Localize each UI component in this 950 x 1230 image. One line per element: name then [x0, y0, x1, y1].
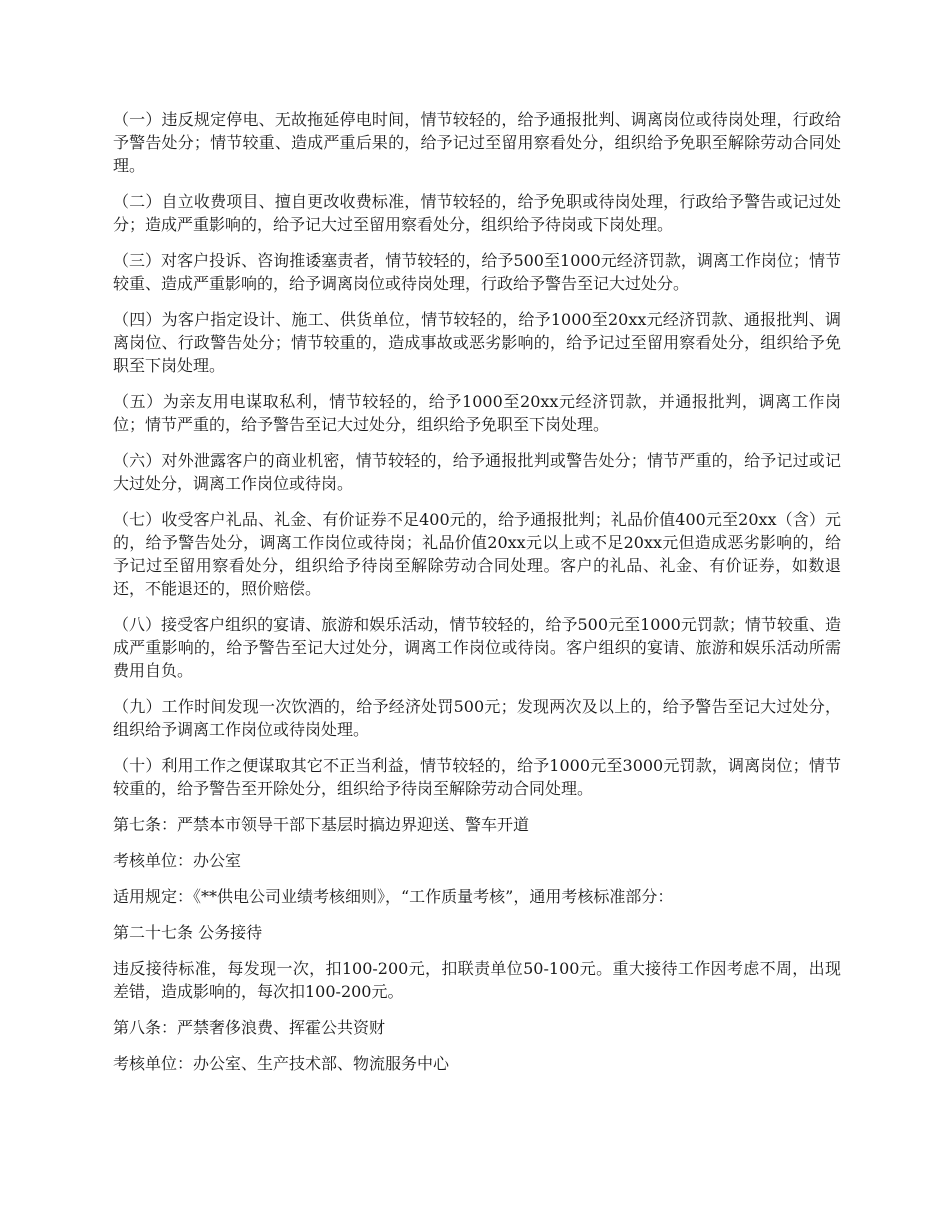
- paragraph-article-3: （三）对客户投诉、咨询推诿塞责者，情节较轻的，给予500至1000元经济罚款，调离工作岗位；情节较重、造成严重影响的，给予调离岗位或待岗处理，行政给予警告至记大过处分。: [113, 251, 841, 293]
- paragraph-article-10: （十）利用工作之便谋取其它不正当利益，情节较轻的，给予1000元至3000元罚款，调离岗位；情节较重的，给予警告至开除处分，组织给予待岗至解除劳动合同处理。: [113, 756, 841, 798]
- document-body: [113, 108, 841, 1088]
- reception-violation-text: 违反接待标准，每发现一次，扣100-200元，扣联责单位50-100元。重大接待工作因考虑不周，出现差错，造成影响的，每次扣100-200元。: [113, 959, 841, 1001]
- paragraph-article-5: （五）为亲友用电谋取私利，情节较轻的，给予1000至20xx元经济罚款，并通报批判，调离工作岗位；情节严重的，给予警告至记大过处分，组织给予免职至下岗处理。: [113, 392, 841, 434]
- paragraph-article-1: （一）违反规定停电、无故拖延停电时间，情节较轻的，给予通报批判、调离岗位或待岗处理，行政给予警告处分；情节较重、造成严重后果的，给予记过至留用察看处分，组织给予免职至解除劳动合同处理。: [113, 110, 841, 175]
- section-heading-article-seven: 第七条：严禁本市领导干部下基层时搞边界迎送、警车开道: [113, 815, 530, 834]
- applicable-rule-line: 适用规定：《**供电公司业绩考核细则》，“工作质量考核”，通用考核标准部分：: [113, 887, 674, 906]
- paragraph-article-6: （六）对外泄露客户的商业机密，情节较轻的，给予通报批判或警告处分；情节严重的，给予记过或记大过处分，调离工作岗位或待岗。: [113, 451, 841, 493]
- paragraph-article-4: （四）为客户指定设计、施工、供货单位，情节较轻的，给予1000至20xx元经济罚款、通报批判、调离岗位、行政警告处分；情节较重的，造成事故或恶劣影响的，给予记过至留用察看处分，组织给予免职至下岗处理。: [113, 310, 841, 375]
- assessment-units-line: 考核单位：办公室、生产技术部、物流服务中心: [113, 1054, 450, 1073]
- paragraph-article-2: （二）自立收费项目、擅自更改收费标准，情节较轻的，给予免职或待岗处理，行政给予警告或记过处分；造成严重影响的，给予记大过至留用察看处分，组织给予待岗或下岗处理。: [113, 192, 841, 234]
- paragraph-article-7: （七）收受客户礼品、礼金、有价证券不足400元的，给予通报批判；礼品价值400元至20xx（含）元的，给予警告处分，调离工作岗位或待岗；礼品价值20xx元以上或不足20xx元但造成恶劣影响的，给予记过至留用察看处分，组织给予待岗至解除劳动合同处理。客户的礼品、礼金、有价证券，如数退还，不能退还的，照价赔偿。: [113, 510, 841, 598]
- paragraph-article-9: （九）工作时间发现一次饮酒的，给予经济处罚500元；发现两次及以上的，给予警告至记大过处分，组织给予调离工作岗位或待岗处理。: [113, 697, 841, 739]
- paragraph-article-8: （八）接受客户组织的宴请、旅游和娱乐活动，情节较轻的，给予500元至1000元罚款；情节较重、造成严重影响的，给予警告至记大过处分，调离工作岗位或待岗。客户组织的宴请、旅游和娱乐活动所需费用自负。: [113, 615, 841, 680]
- clause-heading-reception: 第二十七条 公务接待: [113, 923, 263, 942]
- section-heading-article-eight: 第八条：严禁奢侈浪费、挥霍公共资财: [113, 1018, 386, 1037]
- assessment-unit-line: 考核单位：办公室: [113, 851, 242, 870]
